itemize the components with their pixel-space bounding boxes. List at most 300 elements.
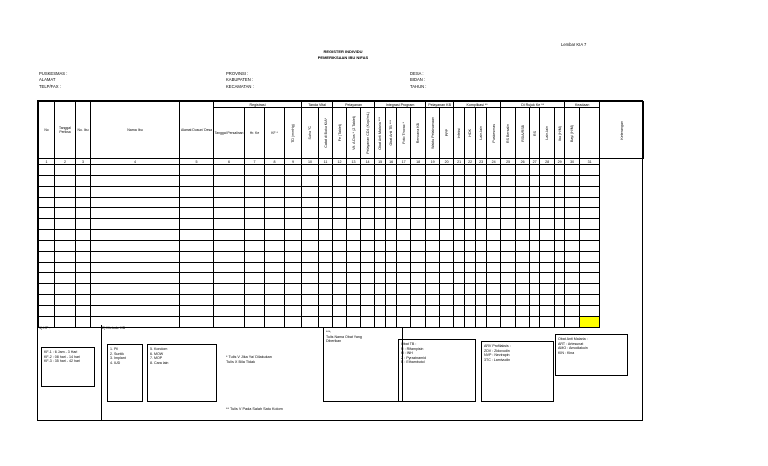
table-cell[interactable] <box>55 219 76 230</box>
table-cell[interactable] <box>333 273 347 284</box>
table-cell[interactable] <box>476 262 487 273</box>
table-cell[interactable] <box>386 284 397 295</box>
table-cell[interactable] <box>530 186 540 197</box>
table-cell[interactable] <box>580 219 600 230</box>
table-cell[interactable] <box>465 186 476 197</box>
table-cell[interactable] <box>245 262 265 273</box>
table-cell[interactable] <box>397 262 411 273</box>
table-cell[interactable] <box>440 316 454 327</box>
table-cell[interactable] <box>265 251 285 262</box>
table-cell[interactable] <box>476 175 487 186</box>
table-cell[interactable] <box>302 262 319 273</box>
table-cell[interactable] <box>319 165 333 176</box>
table-cell[interactable] <box>302 305 319 316</box>
table-cell[interactable] <box>516 305 530 316</box>
table-cell[interactable] <box>214 273 245 284</box>
table-cell[interactable] <box>397 165 411 176</box>
table-cell[interactable] <box>487 295 501 306</box>
table-cell[interactable] <box>465 208 476 219</box>
table-cell[interactable] <box>487 186 501 197</box>
table-cell[interactable] <box>555 219 565 230</box>
table-cell[interactable] <box>501 175 516 186</box>
table-cell[interactable] <box>397 230 411 241</box>
table-cell[interactable] <box>565 273 580 284</box>
table-cell[interactable] <box>347 262 361 273</box>
table-cell[interactable] <box>285 197 302 208</box>
table-cell[interactable] <box>555 197 565 208</box>
table-cell[interactable] <box>426 305 440 316</box>
table-cell[interactable] <box>333 284 347 295</box>
table-cell[interactable] <box>465 262 476 273</box>
table-cell[interactable] <box>411 219 426 230</box>
table-cell[interactable] <box>487 284 501 295</box>
table-cell[interactable] <box>555 273 565 284</box>
table-cell[interactable] <box>530 251 540 262</box>
table-cell[interactable] <box>487 240 501 251</box>
table-cell[interactable] <box>386 208 397 219</box>
table-cell[interactable] <box>540 219 555 230</box>
table-cell[interactable] <box>333 208 347 219</box>
table-cell[interactable] <box>411 175 426 186</box>
table-cell[interactable] <box>91 262 180 273</box>
table-cell[interactable] <box>361 316 375 327</box>
table-cell[interactable] <box>516 186 530 197</box>
table-cell[interactable] <box>302 175 319 186</box>
table-cell[interactable] <box>411 208 426 219</box>
table-cell[interactable] <box>245 186 265 197</box>
table-cell[interactable] <box>214 208 245 219</box>
table-cell[interactable] <box>361 251 375 262</box>
table-cell[interactable] <box>285 219 302 230</box>
table-cell[interactable] <box>285 305 302 316</box>
table-cell[interactable] <box>540 295 555 306</box>
table-cell[interactable] <box>565 230 580 241</box>
table-cell[interactable] <box>487 219 501 230</box>
table-cell[interactable] <box>465 219 476 230</box>
table-cell[interactable] <box>55 316 76 327</box>
table-cell[interactable] <box>347 197 361 208</box>
table-cell[interactable] <box>55 165 76 176</box>
table-cell[interactable] <box>397 284 411 295</box>
table-cell[interactable] <box>91 208 180 219</box>
table-cell[interactable] <box>347 186 361 197</box>
table-cell[interactable] <box>76 273 91 284</box>
table-cell[interactable] <box>375 219 386 230</box>
table-cell[interactable] <box>565 165 580 176</box>
table-cell[interactable] <box>347 295 361 306</box>
table-cell[interactable] <box>540 240 555 251</box>
table-cell[interactable] <box>465 175 476 186</box>
table-cell[interactable] <box>375 208 386 219</box>
table-cell[interactable] <box>333 186 347 197</box>
table-cell[interactable] <box>76 165 91 176</box>
table-cell[interactable] <box>319 284 333 295</box>
table-cell[interactable] <box>555 284 565 295</box>
table-cell[interactable] <box>454 208 465 219</box>
table-cell[interactable] <box>565 208 580 219</box>
table-cell[interactable] <box>302 197 319 208</box>
table-cell[interactable] <box>476 240 487 251</box>
table-cell[interactable] <box>426 230 440 241</box>
table-cell[interactable] <box>487 208 501 219</box>
table-cell[interactable] <box>39 186 55 197</box>
table-cell[interactable] <box>516 165 530 176</box>
table-cell[interactable] <box>465 295 476 306</box>
table-cell[interactable] <box>91 295 180 306</box>
table-cell[interactable] <box>375 316 386 327</box>
table-cell[interactable] <box>516 284 530 295</box>
table-cell[interactable] <box>386 305 397 316</box>
table-cell[interactable] <box>476 186 487 197</box>
table-cell[interactable] <box>397 273 411 284</box>
table-cell[interactable] <box>440 230 454 241</box>
table-cell[interactable] <box>91 165 180 176</box>
table-cell[interactable] <box>501 262 516 273</box>
table-cell[interactable] <box>319 305 333 316</box>
table-cell[interactable] <box>555 230 565 241</box>
table-cell[interactable] <box>285 175 302 186</box>
table-cell[interactable] <box>516 219 530 230</box>
table-cell[interactable] <box>501 305 516 316</box>
table-cell[interactable] <box>245 240 265 251</box>
table-cell[interactable] <box>397 295 411 306</box>
table-cell[interactable] <box>501 230 516 241</box>
table-cell[interactable] <box>302 230 319 241</box>
table-cell[interactable] <box>580 295 600 306</box>
table-cell[interactable] <box>319 240 333 251</box>
table-cell[interactable] <box>426 284 440 295</box>
table-cell[interactable] <box>347 316 361 327</box>
table-cell[interactable] <box>285 230 302 241</box>
table-cell[interactable] <box>180 219 214 230</box>
table-cell[interactable] <box>285 273 302 284</box>
table-cell[interactable] <box>333 251 347 262</box>
table-cell[interactable] <box>426 251 440 262</box>
table-cell[interactable] <box>540 175 555 186</box>
table-cell[interactable] <box>55 208 76 219</box>
table-cell[interactable] <box>426 219 440 230</box>
table-cell[interactable] <box>245 175 265 186</box>
table-cell[interactable] <box>302 295 319 306</box>
table-cell[interactable] <box>333 219 347 230</box>
table-cell[interactable] <box>39 251 55 262</box>
table-cell[interactable] <box>476 219 487 230</box>
table-cell[interactable] <box>540 186 555 197</box>
table-cell[interactable] <box>319 262 333 273</box>
table-cell[interactable] <box>285 251 302 262</box>
table-cell[interactable] <box>333 175 347 186</box>
table-cell[interactable] <box>487 305 501 316</box>
table-cell[interactable] <box>565 316 580 327</box>
table-cell[interactable] <box>76 284 91 295</box>
table-cell[interactable] <box>530 295 540 306</box>
table-cell[interactable] <box>375 230 386 241</box>
table-cell[interactable] <box>501 295 516 306</box>
table-cell[interactable] <box>347 251 361 262</box>
table-cell[interactable] <box>580 305 600 316</box>
table-cell[interactable] <box>386 273 397 284</box>
table-cell[interactable] <box>555 175 565 186</box>
table-cell[interactable] <box>245 284 265 295</box>
table-cell[interactable] <box>361 230 375 241</box>
table-cell[interactable] <box>440 186 454 197</box>
table-cell[interactable] <box>265 230 285 241</box>
table-cell[interactable] <box>375 175 386 186</box>
table-cell[interactable] <box>265 175 285 186</box>
table-cell[interactable] <box>411 165 426 176</box>
table-cell[interactable] <box>214 316 245 327</box>
table-cell[interactable] <box>465 251 476 262</box>
table-cell[interactable] <box>580 240 600 251</box>
table-cell[interactable] <box>540 208 555 219</box>
table-cell[interactable] <box>397 219 411 230</box>
table-cell[interactable] <box>265 295 285 306</box>
table-cell[interactable] <box>426 240 440 251</box>
table-cell[interactable] <box>245 230 265 241</box>
table-cell[interactable] <box>319 251 333 262</box>
table-cell[interactable] <box>214 295 245 306</box>
table-cell[interactable] <box>319 295 333 306</box>
table-cell[interactable] <box>361 186 375 197</box>
table-cell[interactable] <box>454 305 465 316</box>
table-cell[interactable] <box>565 175 580 186</box>
table-cell[interactable] <box>39 175 55 186</box>
table-cell[interactable] <box>487 273 501 284</box>
table-cell[interactable] <box>76 230 91 241</box>
table-cell[interactable] <box>55 251 76 262</box>
table-cell[interactable] <box>516 273 530 284</box>
table-cell[interactable] <box>440 305 454 316</box>
table-cell[interactable] <box>285 262 302 273</box>
table-cell[interactable] <box>302 284 319 295</box>
table-cell[interactable] <box>411 305 426 316</box>
table-cell[interactable] <box>76 219 91 230</box>
table-cell[interactable] <box>426 316 440 327</box>
table-cell[interactable] <box>476 197 487 208</box>
table-cell[interactable] <box>397 175 411 186</box>
table-cell[interactable] <box>411 316 426 327</box>
table-cell[interactable] <box>245 305 265 316</box>
table-cell[interactable] <box>55 230 76 241</box>
table-cell[interactable] <box>180 251 214 262</box>
table-cell[interactable] <box>516 295 530 306</box>
table-cell[interactable] <box>501 208 516 219</box>
table-cell[interactable] <box>361 208 375 219</box>
table-cell[interactable] <box>333 305 347 316</box>
table-cell[interactable] <box>302 251 319 262</box>
table-cell[interactable] <box>487 230 501 241</box>
table-cell[interactable] <box>540 284 555 295</box>
table-cell[interactable] <box>540 165 555 176</box>
table-cell[interactable] <box>516 316 530 327</box>
table-cell[interactable] <box>487 175 501 186</box>
table-cell[interactable] <box>386 240 397 251</box>
table-cell[interactable] <box>180 284 214 295</box>
table-cell[interactable] <box>476 251 487 262</box>
table-cell[interactable] <box>375 273 386 284</box>
table-cell[interactable] <box>411 284 426 295</box>
table-cell[interactable] <box>361 175 375 186</box>
table-cell[interactable] <box>487 165 501 176</box>
table-cell[interactable] <box>347 284 361 295</box>
table-cell[interactable] <box>580 208 600 219</box>
table-cell[interactable] <box>180 197 214 208</box>
table-cell[interactable] <box>540 230 555 241</box>
table-cell[interactable] <box>91 186 180 197</box>
table-cell[interactable] <box>426 262 440 273</box>
table-cell[interactable] <box>333 316 347 327</box>
table-cell[interactable] <box>454 230 465 241</box>
table-cell[interactable] <box>39 197 55 208</box>
table-cell[interactable] <box>440 175 454 186</box>
table-cell[interactable] <box>375 305 386 316</box>
table-cell[interactable] <box>487 316 501 327</box>
table-cell[interactable] <box>375 186 386 197</box>
table-cell[interactable] <box>454 284 465 295</box>
table-cell[interactable] <box>39 230 55 241</box>
table-cell[interactable] <box>285 316 302 327</box>
table-cell[interactable] <box>580 186 600 197</box>
table-cell[interactable] <box>375 262 386 273</box>
table-cell[interactable] <box>397 240 411 251</box>
table-cell[interactable] <box>39 273 55 284</box>
table-cell[interactable] <box>454 273 465 284</box>
table-cell[interactable] <box>530 273 540 284</box>
table-cell[interactable] <box>516 262 530 273</box>
table-cell[interactable] <box>580 230 600 241</box>
table-cell[interactable] <box>440 165 454 176</box>
table-cell[interactable] <box>91 230 180 241</box>
table-cell[interactable] <box>487 197 501 208</box>
table-cell[interactable] <box>516 175 530 186</box>
table-cell[interactable] <box>265 273 285 284</box>
table-cell[interactable] <box>361 240 375 251</box>
table-cell[interactable] <box>487 251 501 262</box>
table-cell[interactable] <box>55 284 76 295</box>
table-cell[interactable] <box>214 197 245 208</box>
table-cell[interactable] <box>580 262 600 273</box>
table-cell[interactable] <box>76 240 91 251</box>
table-cell[interactable] <box>180 273 214 284</box>
table-cell[interactable] <box>540 262 555 273</box>
table-cell[interactable] <box>347 240 361 251</box>
table-cell[interactable] <box>411 197 426 208</box>
table-cell[interactable] <box>540 251 555 262</box>
table-cell[interactable] <box>361 273 375 284</box>
table-cell[interactable] <box>386 262 397 273</box>
table-cell[interactable] <box>540 197 555 208</box>
table-cell[interactable] <box>55 186 76 197</box>
table-cell[interactable] <box>454 262 465 273</box>
table-cell[interactable] <box>440 273 454 284</box>
table-cell[interactable] <box>55 197 76 208</box>
table-cell[interactable] <box>302 186 319 197</box>
table-cell[interactable] <box>76 305 91 316</box>
table-cell[interactable] <box>214 251 245 262</box>
table-cell[interactable] <box>375 284 386 295</box>
table-cell[interactable] <box>319 208 333 219</box>
table-cell[interactable] <box>347 175 361 186</box>
table-cell[interactable] <box>501 219 516 230</box>
table-cell[interactable] <box>501 197 516 208</box>
table-cell[interactable] <box>361 165 375 176</box>
table-cell[interactable] <box>454 165 465 176</box>
table-cell[interactable] <box>530 197 540 208</box>
table-cell[interactable] <box>501 273 516 284</box>
table-cell[interactable] <box>180 175 214 186</box>
table-cell[interactable] <box>540 305 555 316</box>
table-cell[interactable] <box>476 284 487 295</box>
table-cell[interactable] <box>180 208 214 219</box>
table-cell[interactable] <box>91 175 180 186</box>
table-cell[interactable] <box>565 295 580 306</box>
table-cell[interactable] <box>39 295 55 306</box>
table-cell[interactable] <box>476 208 487 219</box>
table-cell[interactable] <box>361 262 375 273</box>
table-cell[interactable] <box>265 165 285 176</box>
table-cell[interactable] <box>302 273 319 284</box>
table-cell[interactable] <box>501 186 516 197</box>
table-cell[interactable] <box>39 208 55 219</box>
table-cell[interactable] <box>245 197 265 208</box>
table-cell[interactable] <box>319 175 333 186</box>
table-cell[interactable] <box>180 240 214 251</box>
table-cell[interactable] <box>465 316 476 327</box>
table-cell[interactable] <box>530 165 540 176</box>
table-cell[interactable] <box>265 262 285 273</box>
table-cell[interactable] <box>530 262 540 273</box>
table-cell[interactable] <box>476 316 487 327</box>
table-cell[interactable] <box>465 284 476 295</box>
table-cell[interactable] <box>285 165 302 176</box>
table-cell[interactable] <box>530 230 540 241</box>
table-cell[interactable] <box>245 208 265 219</box>
table-cell[interactable] <box>397 305 411 316</box>
table-cell[interactable] <box>214 175 245 186</box>
table-cell[interactable] <box>565 219 580 230</box>
table-cell[interactable] <box>285 186 302 197</box>
table-cell[interactable] <box>180 186 214 197</box>
table-cell[interactable] <box>440 251 454 262</box>
table-cell[interactable] <box>333 240 347 251</box>
table-cell[interactable] <box>397 251 411 262</box>
table-cell[interactable] <box>91 273 180 284</box>
table-cell[interactable] <box>55 305 76 316</box>
table-cell[interactable] <box>454 186 465 197</box>
table-cell[interactable] <box>476 230 487 241</box>
table-cell[interactable] <box>375 251 386 262</box>
table-cell[interactable] <box>580 197 600 208</box>
table-cell[interactable] <box>347 230 361 241</box>
table-cell[interactable] <box>180 262 214 273</box>
table-cell[interactable] <box>214 305 245 316</box>
table-cell[interactable] <box>386 165 397 176</box>
table-cell[interactable] <box>411 251 426 262</box>
table-cell[interactable] <box>214 165 245 176</box>
table-cell[interactable] <box>39 165 55 176</box>
table-cell[interactable] <box>454 240 465 251</box>
table-cell[interactable] <box>530 208 540 219</box>
table-cell[interactable] <box>411 240 426 251</box>
table-cell[interactable] <box>285 295 302 306</box>
table-cell[interactable] <box>265 208 285 219</box>
table-cell[interactable] <box>440 219 454 230</box>
table-cell[interactable] <box>440 262 454 273</box>
table-cell[interactable] <box>465 197 476 208</box>
table-cell[interactable] <box>319 273 333 284</box>
table-cell[interactable] <box>555 165 565 176</box>
table-cell[interactable] <box>386 316 397 327</box>
